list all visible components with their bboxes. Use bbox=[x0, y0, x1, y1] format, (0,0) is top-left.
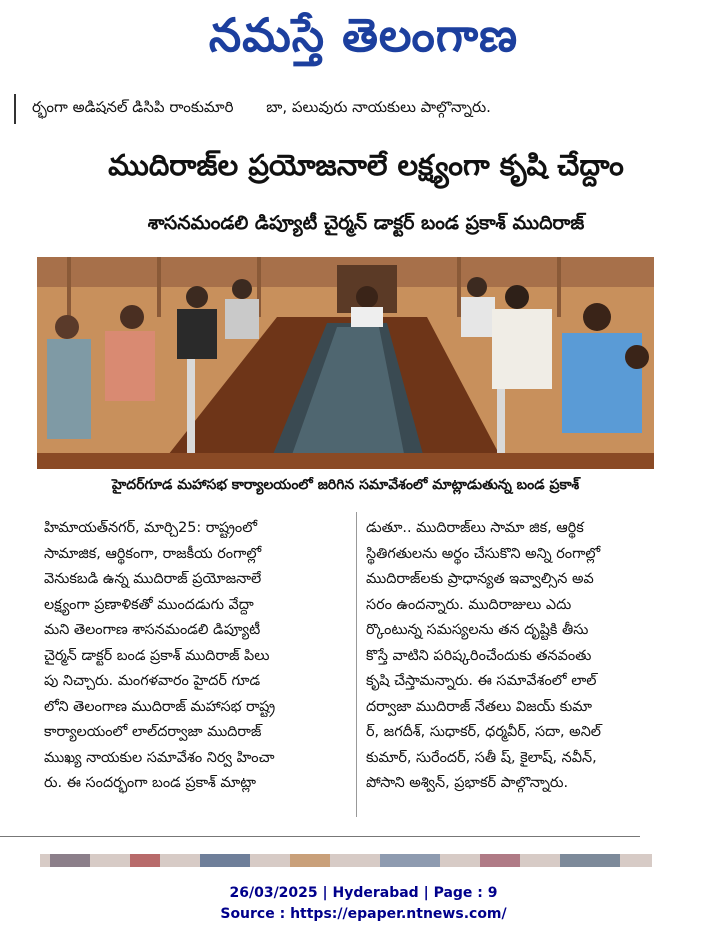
column-line: రు. ఈ సందర్భంగా బండ ప్రకాశ్ మాట్లా bbox=[44, 775, 256, 791]
page-footer bbox=[0, 883, 727, 933]
footer-date-line: 26/03/2025 | Hyderabad | Page : 9 bbox=[229, 885, 498, 901]
article-column-right bbox=[366, 516, 666, 816]
column-line: చైర్మన్ డాక్టర్ బండ ప్రకాశ్ ముదిరాజ్ పిలు bbox=[44, 647, 270, 664]
column-line: కృషి చేస్తామన్నారు. ఈ సమావేశంలో లాల్ bbox=[366, 673, 597, 689]
photo-caption: హైదర్‌గూడ మహాసభ కార్యాలయంలో జరిగిన సమావేశంలో మాట్లాడుతున్న బండ ప్రకాశ్ bbox=[111, 477, 580, 493]
column-line: కార్యాలయంలో లాల్‌దర్వాజా ముదిరాజ్ bbox=[44, 724, 262, 740]
meeting-photo-illustration bbox=[37, 257, 654, 469]
margin-rule bbox=[14, 94, 16, 124]
article-subheadline: శాసనమండలి డిప్యూటీ చైర్మన్ డాక్టర్ బండ ప్రకాశ్ ముదిరాజ్ bbox=[147, 212, 585, 234]
column-line: లోని తెలంగాణ ముదిరాజ్ మహాసభ రాష్ట్ర bbox=[44, 698, 276, 715]
column-line: హిమాయత్‌నగర్, మార్చి25: రాష్ట్రంలో bbox=[44, 520, 258, 536]
column-line: స్థితిగతులను అర్థం చేసుకొని అన్ని రంగాల్లో bbox=[366, 545, 601, 562]
carryover-segment-2: బా, పలువురు నాయకులు పాల్గొన్నారు. bbox=[266, 98, 491, 116]
page-divider bbox=[0, 836, 640, 837]
article-column-left bbox=[44, 516, 344, 816]
column-line: ర్, జగదీశ్, సుధాకర్, ధర్మవీర్, సదా, అనిల్ bbox=[366, 724, 601, 740]
column-line: ముఖ్య నాయకుల సమావేశం నిర్వ హించా bbox=[44, 749, 275, 766]
masthead-title: నమస్తే తెలంగాణ bbox=[208, 8, 519, 62]
column-line: లక్ష్యంగా ప్రణాళికతో ముందడుగు వేద్దా bbox=[44, 596, 254, 613]
carryover-segment-1: ర్భంగా అడిషనల్ డిసిపి రాంకుమారి bbox=[32, 98, 234, 116]
carryover-text bbox=[32, 98, 682, 124]
column-line: వెనుకబడి ఉన్న ముదిరాజ్ ప్రయోజనాలే bbox=[44, 571, 262, 587]
column-line: ర్కొంటున్న సమస్యలను తన దృష్టికి తీసు bbox=[366, 622, 589, 638]
article-headline: ముదిరాజ్‌ల ప్రయోజనాలే లక్ష్యంగా కృషి చేద్దాం bbox=[108, 148, 624, 182]
column-line: కుమార్, సురేందర్, సతీ ష్, కైలాష్, నవీన్, bbox=[366, 749, 597, 766]
column-divider bbox=[356, 512, 357, 817]
column-line: కొస్తే వాటిని పరిష్కరించేందుకు తనవంతు bbox=[366, 647, 592, 664]
column-line: ముదిరాజ్‌లకు ప్రాధాన్యత ఇవ్వాల్సిన అవ bbox=[366, 571, 594, 587]
next-photo-fragment bbox=[40, 854, 652, 867]
footer-source-line: Source : https://epaper.ntnews.com/ bbox=[220, 906, 507, 922]
masthead-logo bbox=[0, 6, 727, 76]
column-line: డుతూ.. ముదిరాజ్‌లు సామా జిక, ఆర్థిక bbox=[366, 520, 584, 536]
column-line: సామాజిక, ఆర్థికంగా, రాజకీయ రంగాల్లో bbox=[44, 545, 262, 562]
next-article-strip bbox=[40, 853, 652, 867]
meeting-photo bbox=[37, 257, 654, 469]
column-line: మని తెలంగాణ శాసనమండలి డిప్యూటీ bbox=[44, 622, 261, 638]
column-line: పోసాని అశ్విన్, ప్రభాకర్ పాల్గొన్నారు. bbox=[366, 775, 569, 791]
column-line: సరం ఉందన్నారు. ముదిరాజులు ఎదు bbox=[366, 596, 572, 613]
column-line: దర్వాజా ముదిరాజ్ నేతలు విజయ్ కుమా bbox=[366, 698, 593, 715]
column-line: పు నిచ్చారు. మంగళవారం హైదర్ గూడ bbox=[44, 673, 261, 689]
